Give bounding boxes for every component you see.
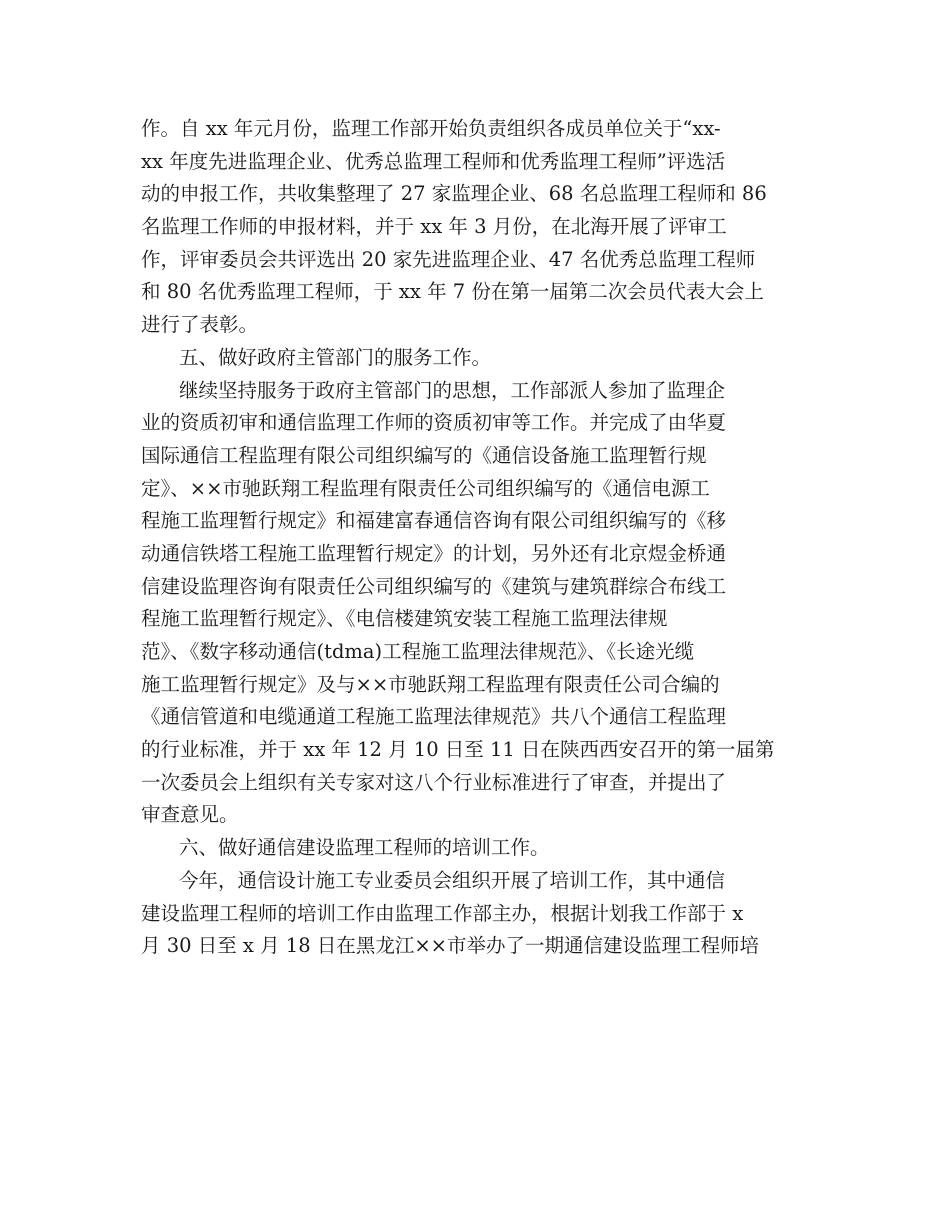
text-line: 定》、××市驰跃翔工程监理有限责任公司组织编写的《通信电源工 [141, 476, 710, 500]
text-line: 的行业标准，并于 xx 年 12 月 10 日至 11 日在陕西西安召开的第一届第 [141, 738, 775, 762]
text-line: 程施工监理暂行规定》、《电信楼建筑安装工程施工监理法律规 [141, 607, 668, 631]
text-line: 建设监理工程师的培训工作由监理工作部主办，根据计划我工作部于 x [141, 901, 744, 925]
text-line: 《通信管道和电缆通道工程施工监理法律规范》共八个通信工程监理 [141, 705, 727, 729]
text-line: 动的申报工作，共收集整理了 27 家监理企业、68 名总监理工程师和 86 [141, 182, 767, 206]
text-line: 动通信铁塔工程施工监理暂行规定》的计划，另外还有北京煜金桥通 [141, 541, 727, 565]
text-line: 信建设监理咨询有限责任公司组织编写的《建筑与建筑群综合布线工 [141, 574, 727, 598]
text-line: 业的资质初审和通信监理工作师的资质初审等工作。并完成了由华夏 [141, 411, 727, 435]
document-body [141, 113, 821, 963]
text-line: 审查意见。 [141, 803, 239, 827]
text-line: 范》、《数字移动通信(tdma)工程施工监理法律规范》、《长途光缆 [141, 640, 695, 663]
text-line: 和 80 名优秀监理工程师，于 xx 年 7 份在第一届第二次会员代表大会上 [141, 280, 764, 304]
text-line: 一次委员会上组织有关专家对这八个行业标准进行了审查，并提出了 [141, 770, 727, 794]
text-line: 国际通信工程监理有限公司组织编写的《通信设备施工监理暂行规 [141, 443, 707, 467]
text-line: xx 年度先进监理企业、优秀总监理工程师和优秀监理工程师”评选活 [141, 149, 726, 173]
text-line: 进行了表彰。 [141, 313, 259, 337]
text-line: 施工监理暂行规定》及与××市驰跃翔工程监理有限责任公司合编的 [141, 672, 720, 696]
text-line: 名监理工作师的申报材料，并于 xx 年 3 月份，在北海开展了评审工 [141, 215, 727, 239]
text-line: 程施工监理暂行规定》和福建富春通信咨询有限公司组织编写的《移 [141, 509, 727, 533]
text-line: 作。自 xx 年元月份，监理工作部开始负责组织各成员单位关于“xx- [141, 117, 721, 140]
text-line: 继续坚持服务于政府主管部门的思想，工作部派人参加了监理企 [179, 378, 726, 402]
text-line: 月 30 日至 x 月 18 日在黑龙江××市举办了一期通信建设监理工程师培 [141, 934, 759, 958]
text-line: 六、做好通信建设监理工程师的培训工作。 [179, 836, 550, 860]
text-line: 今年，通信设计施工专业委员会组织开展了培训工作，其中通信 [179, 868, 726, 892]
text-line: 作，评审委员会共评选出 20 家先进监理企业、47 名优秀总监理工程师 [141, 247, 756, 271]
text-line: 五、做好政府主管部门的服务工作。 [179, 345, 492, 369]
